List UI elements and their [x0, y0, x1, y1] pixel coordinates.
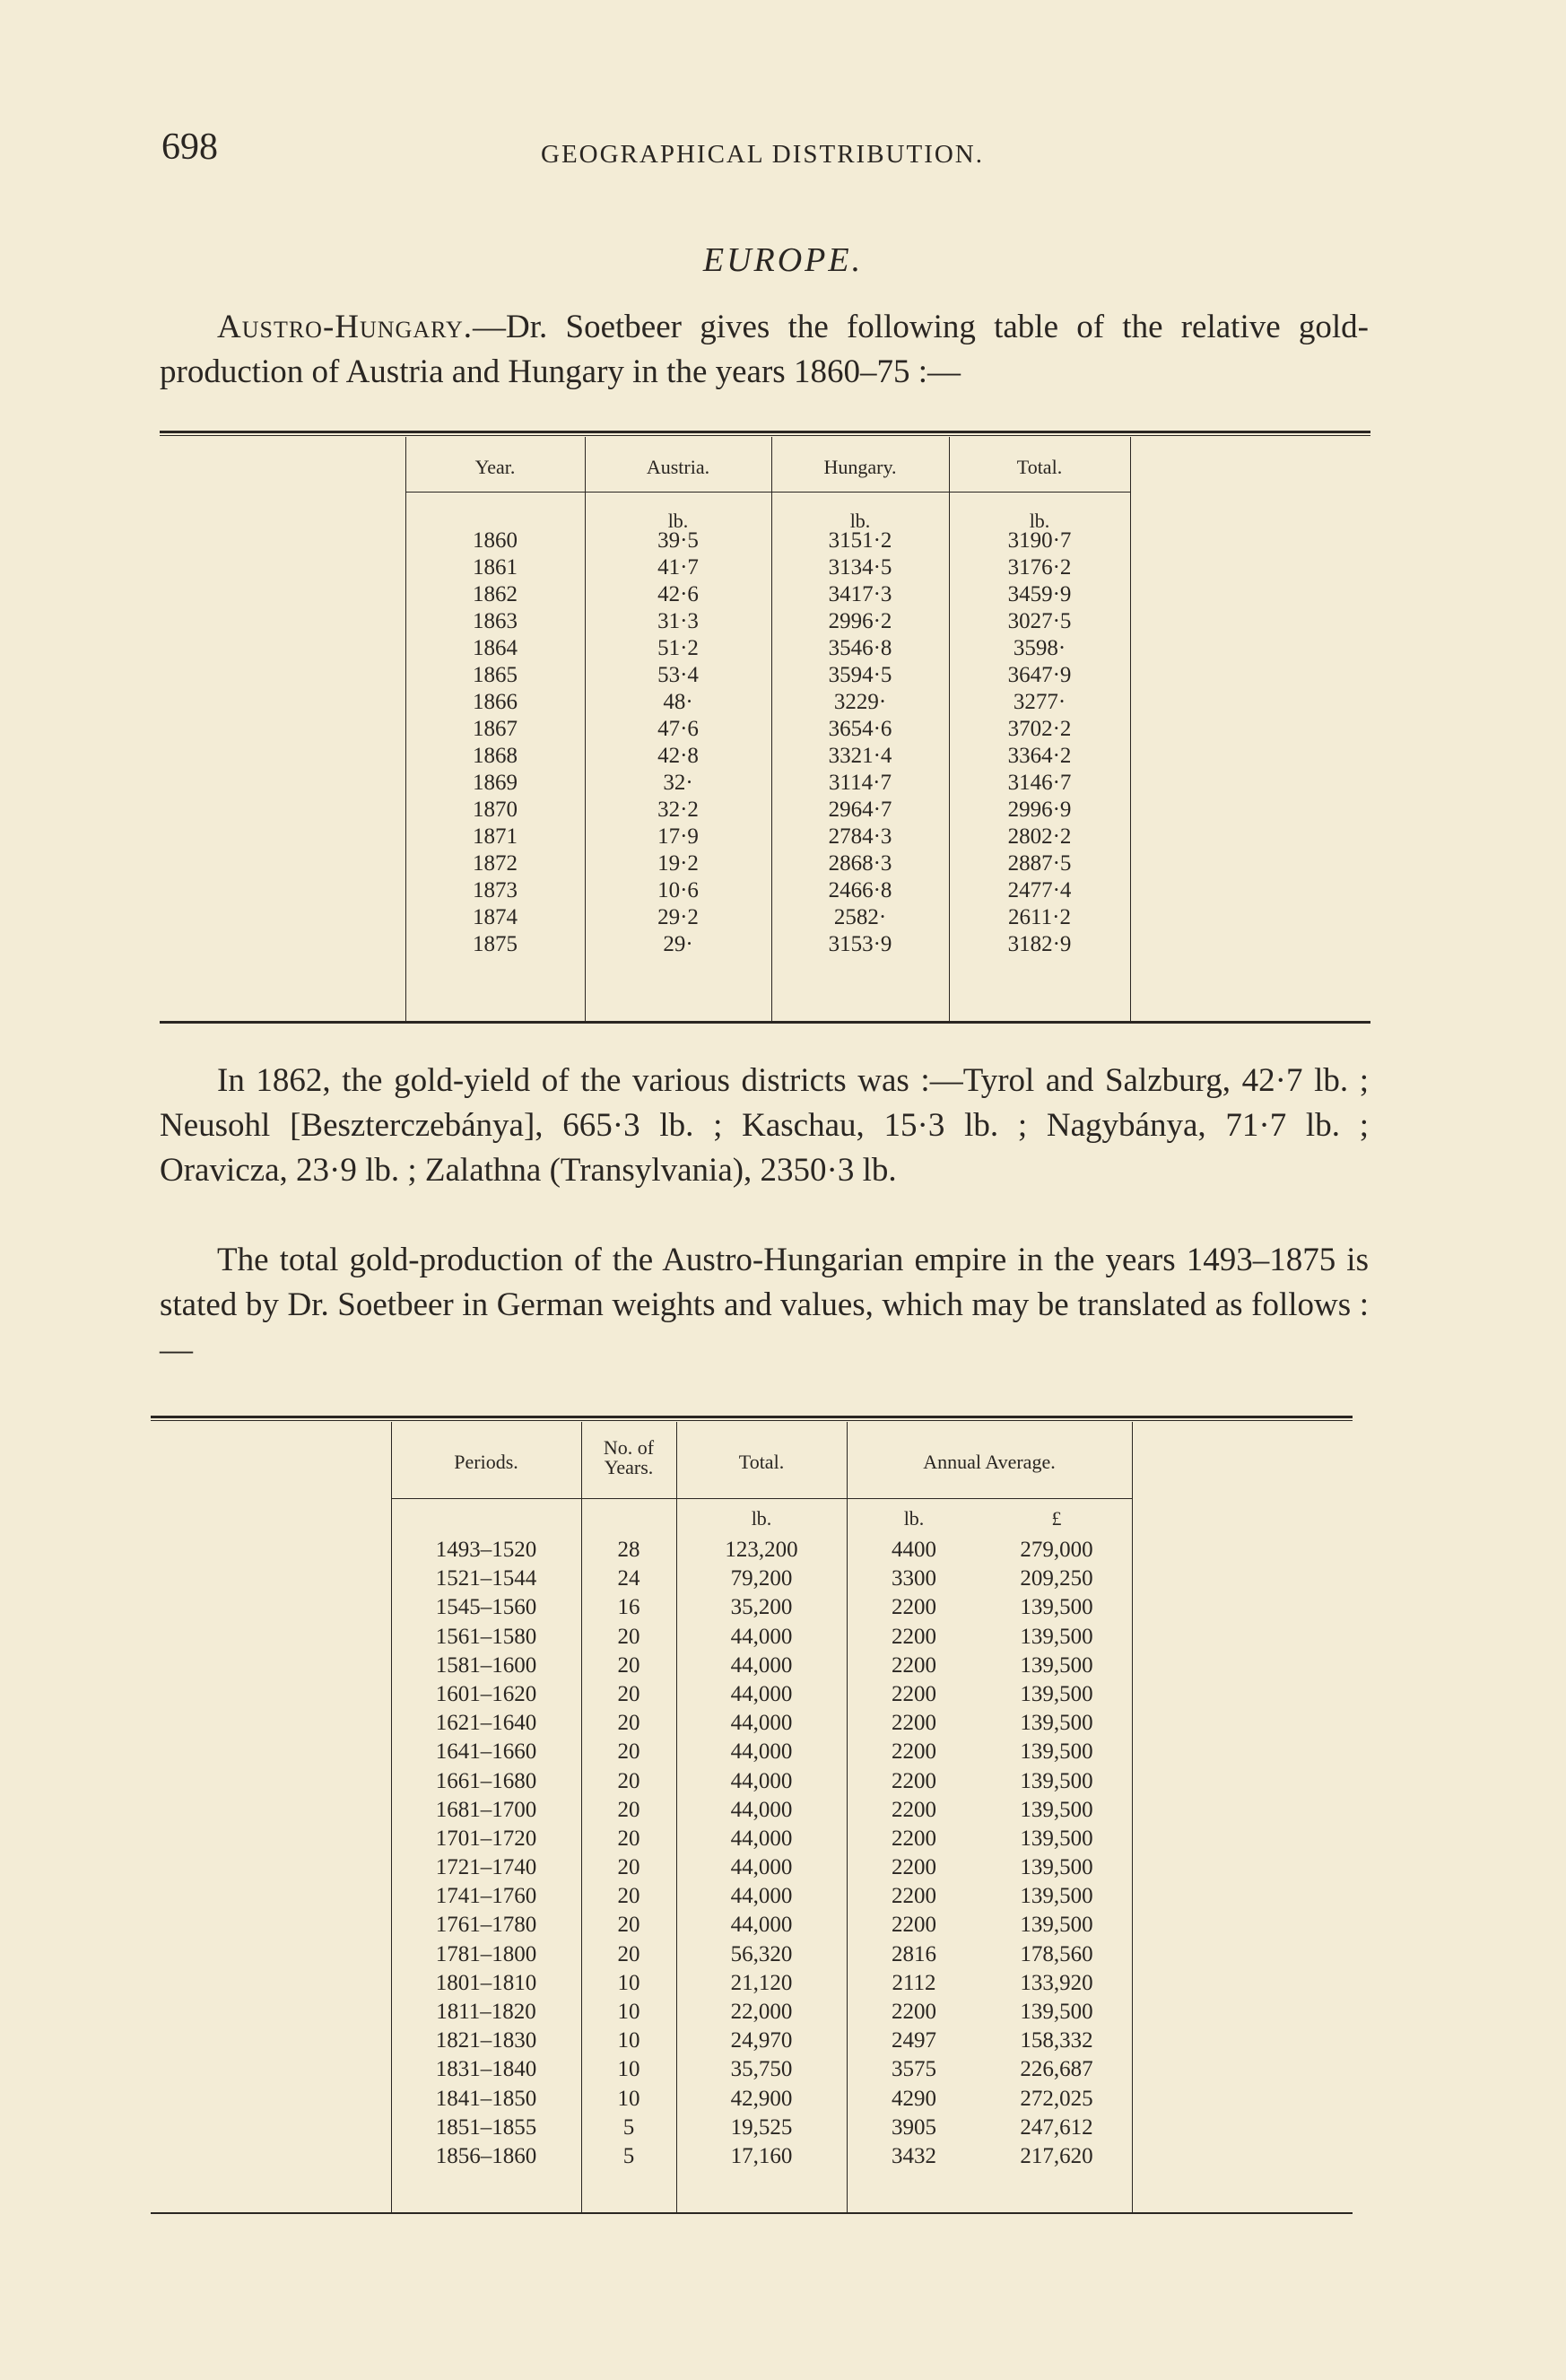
period-cell: 1801–1810 [435, 1970, 537, 1995]
annual-lb-cell: 2200 [892, 1913, 936, 1938]
total-cell: 44,000 [730, 1826, 793, 1851]
year-cell: 1872 [473, 851, 518, 876]
table-header-rule [391, 1498, 1132, 1499]
period-cell: 1581–1600 [435, 1652, 537, 1678]
annual-lb-cell: 3905 [892, 2114, 936, 2140]
unit-austria: lb. [667, 510, 689, 532]
annual-lb-cell: 2200 [892, 1681, 936, 1706]
years-cell: 28 [617, 1538, 640, 1562]
total-cell: 3027·5 [1007, 609, 1072, 633]
annual-pounds-cell: 178,560 [1020, 1941, 1093, 1966]
unit-total: lb. [751, 1507, 772, 1530]
period-cell: 1741–1760 [435, 1884, 537, 1909]
years-cell: 10 [617, 2057, 640, 2082]
years-cell: 5 [622, 2143, 635, 2168]
austria-cell: 41·7 [657, 555, 699, 580]
annual-pounds-cell: 139,500 [1020, 1711, 1093, 1736]
annual-pounds-cell: 247,612 [1020, 2114, 1093, 2140]
page-number: 698 [161, 126, 218, 168]
total-cell: 44,000 [730, 1652, 793, 1678]
annual-pounds-cell: 226,687 [1020, 2057, 1093, 2082]
years-cell: 20 [617, 1739, 640, 1765]
annual-pounds-cell: 139,500 [1020, 1624, 1093, 1649]
header-austria: Austria. [646, 456, 710, 478]
district-yield-paragraph: In 1862, the gold-yield of the various districts was :—Tyrol and Salzburg, 42·7 lb. ; Neusohl [Beszterczebánya], 665·3 lb. ; Kaschau, 15·3 lb. ; Nagybánya, 71·7 lb. ; Oravicza, 23·9 lb. ; Zalathna (Transylvania), 2350·3 lb. [160, 1062, 1369, 1189]
annual-lb-cell: 2200 [892, 1595, 936, 1620]
annual-lb-cell: 2200 [892, 1855, 936, 1880]
period-cell: 1831–1840 [435, 2057, 537, 2082]
hungary-cell: 3546·8 [828, 636, 892, 660]
table-top-rule [160, 431, 1370, 433]
total-cell: 3176·2 [1007, 555, 1072, 580]
total-cell: 56,320 [730, 1941, 793, 1966]
total-cell: 44,000 [730, 1711, 793, 1736]
year-cell: 1864 [473, 636, 518, 660]
austria-cell: 10·6 [657, 878, 699, 902]
annual-pounds-cell: 272,025 [1020, 2086, 1093, 2111]
column-hungary [771, 529, 949, 960]
total-cell: 44,000 [730, 1884, 793, 1909]
hungary-cell: 3594·5 [828, 663, 892, 687]
years-cell: 20 [617, 1797, 640, 1822]
annual-pounds-cell: 139,500 [1020, 1884, 1093, 1909]
annual-pounds-cell: 139,500 [1020, 2000, 1093, 2024]
year-cell: 1867 [473, 717, 518, 741]
hungary-cell: 2964·7 [828, 798, 892, 822]
total-cell: 79,200 [730, 1566, 793, 1591]
annual-lb-cell: 2200 [892, 1797, 936, 1822]
column-years [405, 529, 585, 960]
years-cell: 24 [617, 1566, 640, 1591]
period-cell: 1681–1700 [435, 1797, 537, 1822]
column-total [949, 529, 1130, 960]
austria-cell: 42·8 [657, 744, 699, 768]
period-cell: 1811–1820 [436, 2000, 536, 2024]
austria-cell: 29·2 [657, 905, 699, 929]
annual-lb-cell: 2200 [892, 1739, 936, 1765]
total-cell: 3182·9 [1007, 932, 1072, 956]
years-cell: 20 [617, 1711, 640, 1736]
total-cell: 44,000 [730, 1913, 793, 1938]
total-cell: 19,525 [730, 2114, 793, 2140]
total-cell: 42,900 [730, 2086, 793, 2111]
column-annual-pounds [981, 1536, 1132, 2171]
years-cell: 5 [622, 2114, 635, 2140]
period-cell: 1601–1620 [435, 1681, 537, 1706]
years-cell: 20 [617, 1652, 640, 1678]
period-cell: 1821–1830 [435, 2028, 537, 2053]
unit-annual-pounds: £ [1051, 1507, 1062, 1530]
period-cell: 1851–1855 [435, 2114, 537, 2140]
years-cell: 20 [617, 1624, 640, 1649]
year-cell: 1870 [473, 798, 518, 822]
years-cell: 20 [617, 1913, 640, 1938]
hungary-cell: 3229· [833, 690, 887, 714]
years-cell: 20 [617, 1768, 640, 1793]
header-annual-average: Annual Average. [923, 1451, 1056, 1473]
header-total: Total. [738, 1451, 785, 1473]
austria-cell: 31·3 [657, 609, 699, 633]
total-cell: 35,200 [730, 1595, 793, 1620]
total-cell: 44,000 [730, 1739, 793, 1765]
total-cell: 24,970 [730, 2028, 793, 2053]
years-cell: 20 [617, 1941, 640, 1966]
annual-pounds-cell: 217,620 [1020, 2143, 1093, 2168]
annual-lb-cell: 2497 [892, 2028, 936, 2053]
year-cell: 1868 [473, 744, 518, 768]
period-cell: 1661–1680 [435, 1768, 537, 1793]
annual-lb-cell: 3432 [892, 2143, 936, 2168]
years-cell: 10 [617, 2000, 640, 2024]
annual-lb-cell: 2200 [892, 1768, 936, 1793]
hungary-cell: 3654·6 [828, 717, 892, 741]
annual-lb-cell: 3300 [892, 1566, 936, 1591]
hungary-cell: 3153·9 [828, 932, 892, 956]
column-austria [585, 529, 771, 960]
hungary-cell: 2784·3 [828, 824, 892, 849]
total-cell: 44,000 [730, 1797, 793, 1822]
period-cell: 1781–1800 [435, 1941, 537, 1966]
table-bottom-rule [160, 1021, 1370, 1024]
period-cell: 1493–1520 [435, 1538, 537, 1562]
total-cell: 3364·2 [1007, 744, 1072, 768]
years-cell: 20 [617, 1681, 640, 1706]
austria-cell: 51·2 [657, 636, 699, 660]
annual-lb-cell: 2200 [892, 1652, 936, 1678]
annual-pounds-cell: 139,500 [1020, 1855, 1093, 1880]
year-cell: 1871 [473, 824, 518, 849]
total-cell: 3598· [1013, 636, 1066, 660]
year-cell: 1865 [473, 663, 518, 687]
annual-lb-cell: 2200 [892, 1624, 936, 1649]
total-cell: 123,200 [725, 1538, 798, 1562]
unit-total: lb. [1029, 510, 1050, 532]
austria-cell: 32· [663, 771, 693, 795]
total-cell: 3459·9 [1007, 582, 1072, 606]
period-cell: 1545–1560 [435, 1595, 537, 1620]
year-cell: 1862 [473, 582, 518, 606]
hungary-cell: 3114·7 [829, 771, 892, 795]
year-cell: 1860 [473, 528, 518, 553]
annual-lb-cell: 2200 [892, 1884, 936, 1909]
total-cell: 22,000 [730, 2000, 793, 2024]
column-periods [391, 1536, 581, 2171]
years-cell: 10 [617, 2086, 640, 2111]
austria-cell: 47·6 [657, 717, 699, 741]
annual-pounds-cell: 139,500 [1020, 1681, 1093, 1706]
column-years [581, 1536, 676, 2171]
table-header-rule [405, 492, 1130, 493]
hungary-cell: 2996·2 [828, 609, 892, 633]
years-cell: 16 [617, 1595, 640, 1620]
year-cell: 1861 [473, 555, 518, 580]
header-no-of-years-line2: Years. [604, 1456, 654, 1478]
column-divider [1130, 437, 1131, 1021]
total-cell: 2477·4 [1007, 878, 1072, 902]
period-cell: 1521–1544 [435, 1566, 537, 1591]
annual-lb-cell: 4400 [892, 1538, 936, 1562]
period-cell: 1641–1660 [435, 1739, 537, 1765]
annual-pounds-cell: 139,500 [1020, 1797, 1093, 1822]
annual-lb-cell: 4290 [892, 2086, 936, 2111]
years-cell: 20 [617, 1826, 640, 1851]
annual-pounds-cell: 133,920 [1020, 1970, 1093, 1995]
austria-cell: 32·2 [657, 798, 699, 822]
austria-cell: 53·4 [657, 663, 699, 687]
total-cell: 17,160 [730, 2143, 793, 2168]
total-cell: 44,000 [730, 1855, 793, 1880]
years-cell: 20 [617, 1855, 640, 1880]
year-cell: 1873 [473, 878, 518, 902]
total-production-paragraph: The total gold-production of the Austro-Hungarian empire in the years 1493–1875 is stated by Dr. Soetbeer in German weights and values, which may be translated as follows :— [160, 1242, 1369, 1368]
running-head: GEOGRAPHICAL DISTRIBUTION. [541, 140, 984, 169]
austria-cell: 39·5 [657, 528, 699, 553]
annual-pounds-cell: 139,500 [1020, 1826, 1093, 1851]
annual-lb-cell: 2816 [892, 1941, 936, 1966]
table-top-rule-thin [151, 1420, 1353, 1421]
hungary-cell: 2466·8 [828, 878, 892, 902]
header-total: Total. [1016, 456, 1063, 478]
years-cell: 10 [617, 1970, 640, 1995]
annual-lb-cell: 3575 [892, 2057, 936, 2082]
year-cell: 1874 [473, 905, 518, 929]
header-periods: Periods. [454, 1451, 518, 1473]
period-cell: 1561–1580 [435, 1624, 537, 1649]
total-cell: 3647·9 [1007, 663, 1072, 687]
intro-lead: Austro-Hungary. [217, 309, 474, 345]
annual-pounds-cell: 139,500 [1020, 1595, 1093, 1620]
header-hungary: Hungary. [823, 456, 897, 478]
hungary-cell: 2582· [833, 905, 887, 929]
austria-cell: 42·6 [657, 582, 699, 606]
total-cell: 2802·2 [1007, 824, 1072, 849]
total-cell: 2887·5 [1007, 851, 1072, 876]
annual-lb-cell: 2200 [892, 1711, 936, 1736]
austria-cell: 48· [663, 690, 693, 714]
years-cell: 20 [617, 1884, 640, 1909]
total-cell: 3277· [1013, 690, 1066, 714]
year-cell: 1863 [473, 609, 518, 633]
hungary-cell: 3417·3 [828, 582, 892, 606]
total-cell: 44,000 [730, 1624, 793, 1649]
total-cell: 35,750 [730, 2057, 793, 2082]
total-cell: 44,000 [730, 1681, 793, 1706]
annual-pounds-cell: 158,332 [1020, 2028, 1093, 2053]
austria-cell: 17·9 [657, 824, 699, 849]
annual-pounds-cell: 279,000 [1020, 1538, 1093, 1562]
hungary-cell: 2868·3 [828, 851, 892, 876]
intro-text: —Dr. Soetbeer gives the following table of the relative gold-production of Austria and Hungary in the years 1860–75 :— [160, 309, 1369, 390]
page-header [161, 126, 1363, 179]
hungary-cell: 3321·4 [828, 744, 892, 768]
period-cell: 1856–1860 [435, 2143, 537, 2168]
total-cell: 3702·2 [1007, 717, 1072, 741]
period-cell: 1701–1720 [435, 1826, 537, 1851]
column-annual-lb [847, 1536, 981, 2171]
hungary-cell: 3134·5 [828, 555, 892, 580]
section-title: EUROPE. [702, 241, 864, 279]
hungary-cell: 3151·2 [828, 528, 892, 553]
year-cell: 1869 [473, 771, 518, 795]
austria-cell: 19·2 [657, 851, 699, 876]
period-cell: 1841–1850 [435, 2086, 537, 2111]
annual-pounds-cell: 139,500 [1020, 1739, 1093, 1765]
header-no-of-years-line1: No. of [603, 1436, 655, 1459]
years-cell: 10 [617, 2028, 640, 2053]
year-cell: 1866 [473, 690, 518, 714]
annual-lb-cell: 2200 [892, 1826, 936, 1851]
total-cell: 3146·7 [1007, 771, 1072, 795]
year-cell: 1875 [473, 932, 518, 956]
period-cell: 1621–1640 [435, 1711, 537, 1736]
table-top-rule [151, 1416, 1353, 1418]
table-bottom-rule [151, 2212, 1353, 2214]
total-cell: 3190·7 [1007, 528, 1072, 553]
total-cell: 2996·9 [1007, 798, 1072, 822]
austria-cell: 29· [663, 932, 693, 956]
total-cell: 2611·2 [1008, 905, 1071, 929]
annual-pounds-cell: 139,500 [1020, 1913, 1093, 1938]
column-divider [1132, 1422, 1133, 2212]
period-cell: 1761–1780 [435, 1913, 537, 1938]
annual-pounds-cell: 209,250 [1020, 1566, 1093, 1591]
total-cell: 21,120 [730, 1970, 793, 1995]
annual-pounds-cell: 139,500 [1020, 1768, 1093, 1793]
annual-pounds-cell: 139,500 [1020, 1652, 1093, 1678]
header-no-of-years [581, 1438, 676, 1478]
column-total [676, 1536, 847, 2171]
total-cell: 44,000 [730, 1768, 793, 1793]
unit-annual-lb: lb. [903, 1507, 925, 1530]
annual-lb-cell: 2200 [892, 2000, 936, 2024]
intro-paragraph [160, 305, 1369, 395]
table-top-rule-thin [160, 435, 1370, 436]
annual-lb-cell: 2112 [892, 1970, 936, 1995]
period-cell: 1721–1740 [435, 1855, 537, 1880]
unit-hungary: lb. [849, 510, 871, 532]
header-year: Year. [474, 456, 516, 478]
